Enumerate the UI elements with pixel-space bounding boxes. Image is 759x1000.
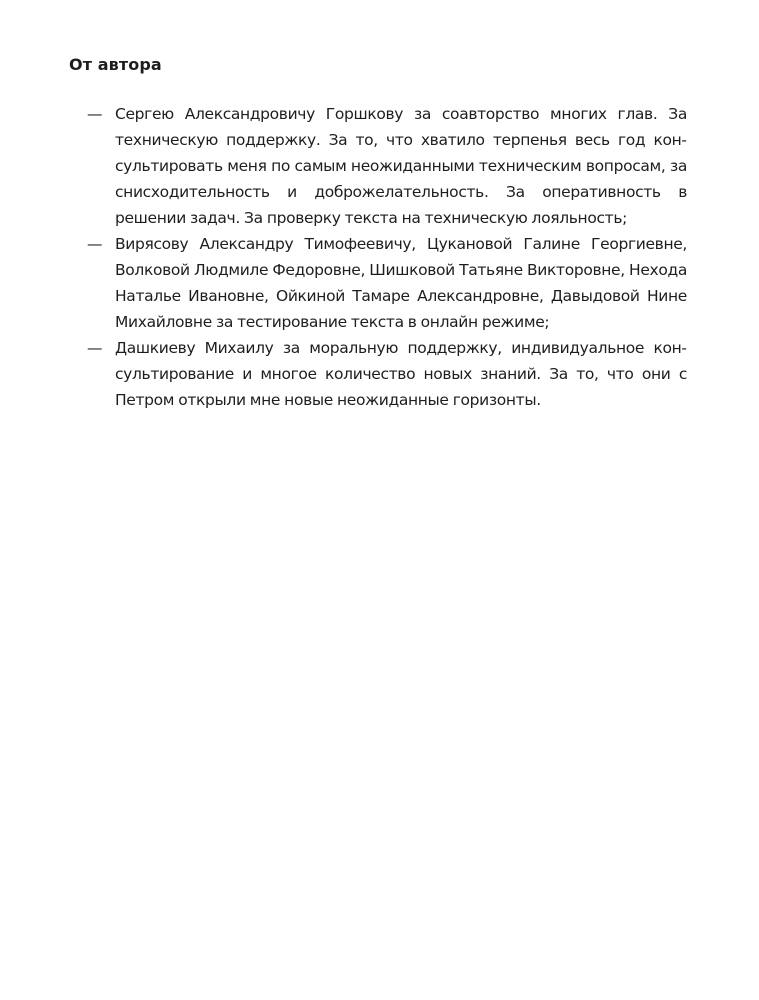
dedication-text: Дашкиеву Михаилу за моральную поддержку, индивидуальное консультирование и многое количество новых знаний. За то, что они с Петром открыли мне новые неожиданные горизонты. bbox=[115, 339, 687, 409]
dedication-list bbox=[87, 101, 687, 413]
dedication-item bbox=[87, 231, 687, 335]
dedication-item bbox=[87, 101, 687, 231]
dash-marker: — bbox=[87, 235, 103, 253]
dash-marker: — bbox=[87, 105, 103, 123]
dedication-text: Сергею Александровичу Горшкову за соавторство многих глав. За техническую поддержку. За то, что хватило терпенья весь год консультировать меня по самым неожиданными техническим вопросам, за снисходительность и доброжелательность. За оперативность в решении задач. За проверку текста на техническую лояльность; bbox=[115, 105, 687, 227]
section-heading: От автора bbox=[69, 55, 162, 74]
dedication-text: Вирясову Александру Тимофеевичу, Цукановой Галине Георгиевне, Волковой Людмиле Федоровне, Шишковой Татьяне Викторовне, Нехода Наталье Ивановне, Ойкиной Тамаре Александровне, Давыдовой Нине Михайловне за тестирование текста в онлайн режиме; bbox=[115, 235, 687, 331]
dash-marker: — bbox=[87, 339, 103, 357]
dedication-item bbox=[87, 335, 687, 413]
